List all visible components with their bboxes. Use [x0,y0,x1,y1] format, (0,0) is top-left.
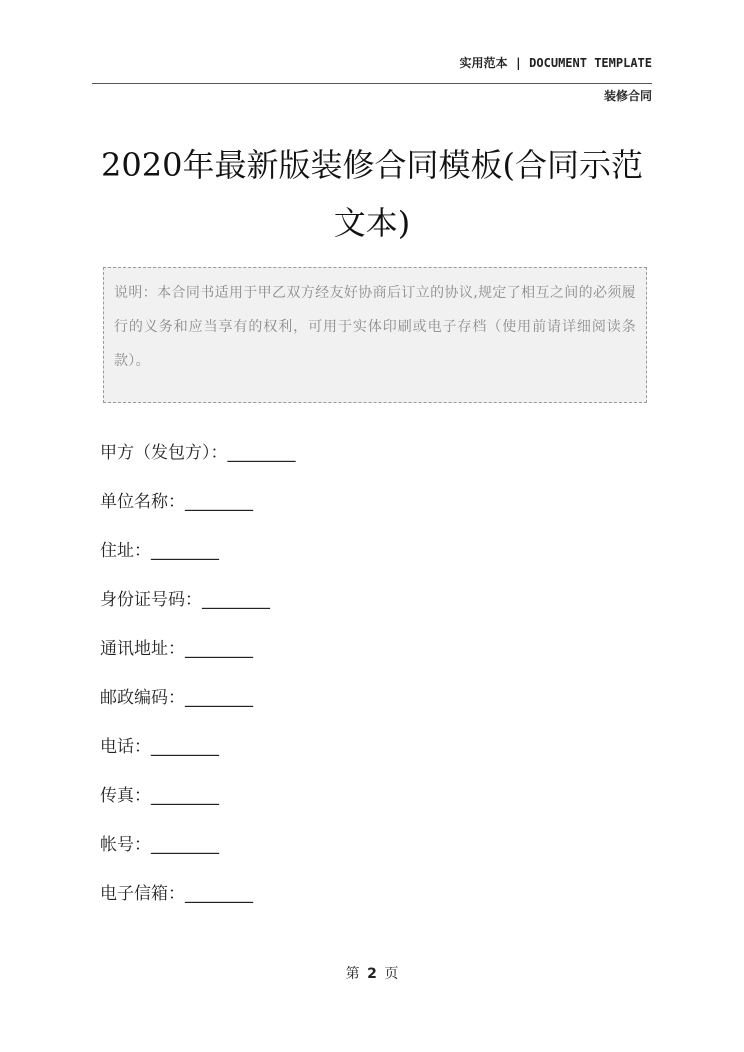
field-company-name: 单位名称：________ [100,492,253,512]
field-party-a: 甲方（发包方）：________ [100,443,296,463]
header-category: 装修合同 [603,89,652,103]
field-postal-code: 邮政编码：________ [100,688,253,708]
notice-box [103,267,647,403]
header-document-template: 实用范本 | DOCUMENT TEMPLATE [459,56,652,70]
field-fax: 传真：________ [100,786,219,806]
page-number-prefix: 第 [345,966,360,982]
notice-text: 说明：本合同书适用于甲乙双方经友好协商后订立的协议,规定了相互之间的必须履行的义务和应当享有的权利，可用于实体印刷或电子存档（使用前请详细阅读条款）。 [114,285,636,369]
field-email: 电子信箱：________ [100,884,253,904]
page-number-suffix: 页 [384,966,399,982]
page-number [0,963,744,983]
field-account: 帐号：________ [100,835,219,855]
field-address: 住址：________ [100,541,219,561]
field-id-number: 身份证号码：________ [100,590,270,610]
party-fields [100,438,296,928]
header-divider [92,83,652,84]
page-title: 2020年最新版装修合同模板(合同示范文本) [101,146,643,242]
field-phone: 电话：________ [100,737,219,757]
field-mailing-address: 通讯地址：________ [100,639,253,659]
page-number-value: 2 [367,966,377,982]
